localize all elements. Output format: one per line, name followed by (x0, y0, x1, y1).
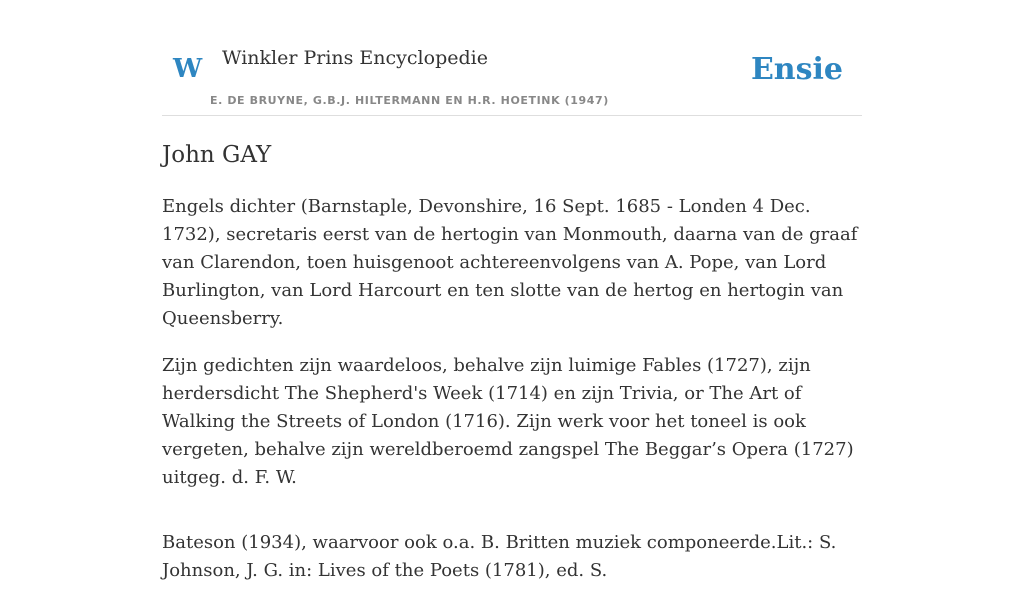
ensie-logo[interactable]: Ensie (750, 52, 843, 87)
site-header (162, 0, 862, 116)
page-title: John GAY (162, 142, 272, 168)
article-paragraph-1: Engels dichter (Barnstaple, Devonshire, 16 Sept. 1685 - Londen 4 Dec. 1732), secretaris eerst van de hertogin van Monmouth, daarna van de graaf van Clarendon, toen huisgenoot achtereenvolgens van A. Pope, van Lord Burlington, van Lord Harcourt en ten slotte van de hertog en hertogin van Queensberry. (162, 196, 858, 329)
site-title[interactable]: Winkler Prins Encyclopedie (222, 47, 488, 69)
site-subtitle: E. DE BRUYNE, G.B.J. HILTERMANN EN H.R. HOETINK (1947) (210, 94, 609, 107)
article (162, 138, 862, 604)
article-paragraph-2: Zijn gedichten zijn waardeloos, behalve zijn luimige Fables (1727), zijn herdersdicht The Shepherd's Week (1714) en zijn Trivia, or The Art of Walking the Streets of London (1716). Zijn werk voor het toneel is ook vergeten, behalve zijn wereldberoemd zangspel The Beggar’s Opera (1727) uitgeg. d. F. W. (162, 355, 854, 488)
article-paragraph-3: Bateson (1934), waarvoor ook o.a. B. Britten muziek componeerde.Lit.: S. Johnson, J. G. in: Lives of the Poets (1781), ed. S. (162, 532, 837, 581)
winkler-prins-logo[interactable]: W (173, 54, 203, 84)
